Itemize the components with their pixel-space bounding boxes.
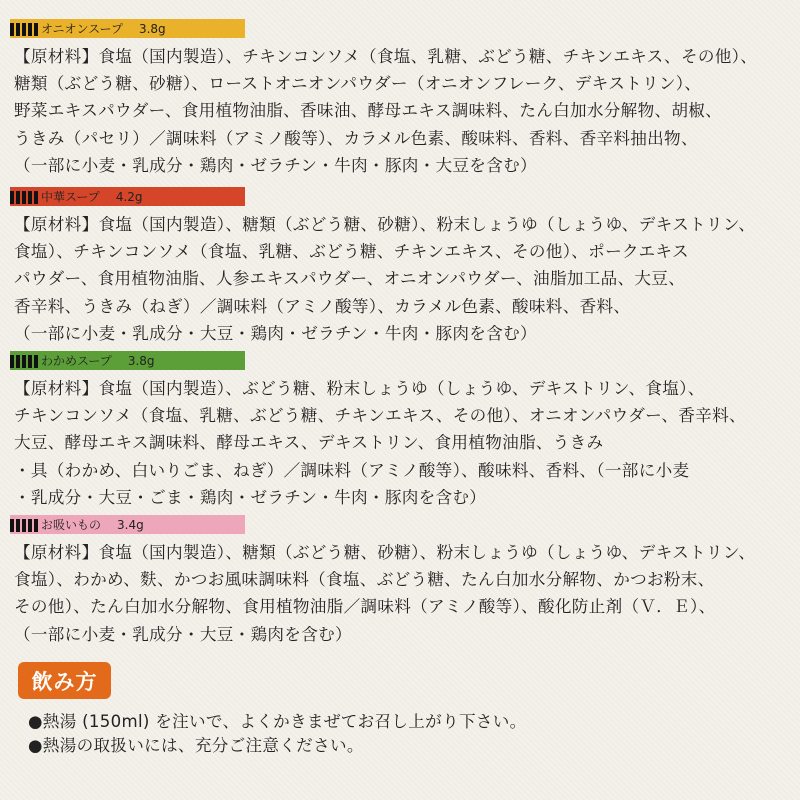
ingredients-line: 【原材料】食塩（国内製造）、糖類（ぶどう糖、砂糖）、粉末しょうゆ（しょうゆ、デキストリン、 [14,543,756,562]
ingredients-line: 食塩）、わかめ、麩、かつお風味調味料（食塩、ぶどう糖、たん白加水分解物、かつお粉末、 [14,570,715,590]
ingredients-line: 【原材料】食塩（国内製造）、糖類（ぶどう糖、砂糖）、粉末しょうゆ（しょうゆ、デキストリン、 [14,215,756,234]
soup-header [10,187,245,206]
ingredients-text [14,539,755,648]
ingredients-line: （一部に小麦・乳成分・大豆・鶏肉を含む） [14,624,352,644]
ingredients-line: 野菜エキスパウダー、食用植物油脂、香味油、酵母エキス調味料、たん白加水分解物、胡椒、 [14,101,723,121]
soup-header [10,351,245,370]
ingredients-line: 【原材料】食塩（国内製造）、ぶどう糖、粉末しょうゆ（しょうゆ、デキストリン、食塩）、 [14,379,705,398]
ingredients-line: 食塩）、チキンコンソメ（食塩、乳糖、ぶどう糖、チキンエキス、その他）、ポークエキス [14,242,689,262]
ingredients-line: 香辛料、うきみ（ねぎ）／調味料（アミノ酸等）、カラメル色素、酸味料、香料、 [14,296,631,316]
ingredients-line: （一部に小麦・乳成分・大豆・鶏肉・ゼラチン・牛肉・豚肉を含む） [14,323,537,343]
soup-amount: 4.2g [115,189,143,204]
ingredients-line: うきみ（パセリ）／調味料（アミノ酸等）、カラメル色素、酸味料、香料、香辛料抽出物、 [14,128,698,148]
soup-name: わかめスープ [41,354,112,368]
ingredients-text [14,211,755,347]
ingredients-line: 大豆、酵母エキス調味料、酵母エキス、デキストリン、食用植物油脂、うきみ [14,433,604,453]
stripe-bars-icon [10,189,38,204]
soup-amount: 3.8g [138,21,166,36]
ingredients-line: 【原材料】食塩（国内製造）、チキンコンソメ（食塩、乳糖、ぶどう糖、チキンエキス、その他）、 [14,47,758,66]
soup-header [10,19,245,38]
ingredients-line: ・具（わかめ、白いりごま、ねぎ）／調味料（アミノ酸等）、酸味料、香料、（一部に小麦 [14,460,690,480]
soup-amount: 3.8g [127,353,155,368]
instruction-line: ●熱湯の取扱いには、充分ご注意ください。 [28,736,364,755]
soup-name: 中華スープ [41,190,100,204]
soup-name: お吸いもの [41,518,102,532]
stripe-bars-icon [10,353,38,368]
ingredients-line: （一部に小麦・乳成分・鶏肉・ゼラチン・牛肉・豚肉・大豆を含む） [14,155,537,175]
ingredients-line: パウダー、食用植物油脂、人参エキスパウダー、オニオンパウダー、油脂加工品、大豆、 [14,269,686,289]
ingredients-line: 糖類（ぶどう糖、砂糖）、ローストオニオンパウダー（オニオンフレーク、デキストリン）、 [14,74,702,94]
how-to-drink-instructions [28,710,527,758]
soup-name: オニオンスープ [41,22,123,36]
soup-amount: 3.4g [117,517,144,532]
ingredients-text [14,375,746,511]
stripe-bars-icon [10,517,38,532]
ingredients-line: チキンコンソメ（食塩、乳糖、ぶどう糖、チキンエキス、その他）、オニオンパウダー、香辛料、 [14,406,746,426]
stripe-bars-icon [10,21,38,36]
how-to-drink-heading: 飲み方 [18,662,111,699]
instruction-line: ●熱湯 (150ml) を注いで、よくかきまぜてお召し上がり下さい。 [28,712,527,731]
soup-header [10,515,245,534]
ingredients-text [14,43,757,179]
ingredients-line: ・乳成分・大豆・ごま・鶏肉・ゼラチン・牛肉・豚肉を含む） [14,487,487,507]
ingredients-line: その他）、たん白加水分解物、食用植物油脂／調味料（アミノ酸等）、酸化防止剤（Ｖ．Ｅ）、 [14,597,716,617]
